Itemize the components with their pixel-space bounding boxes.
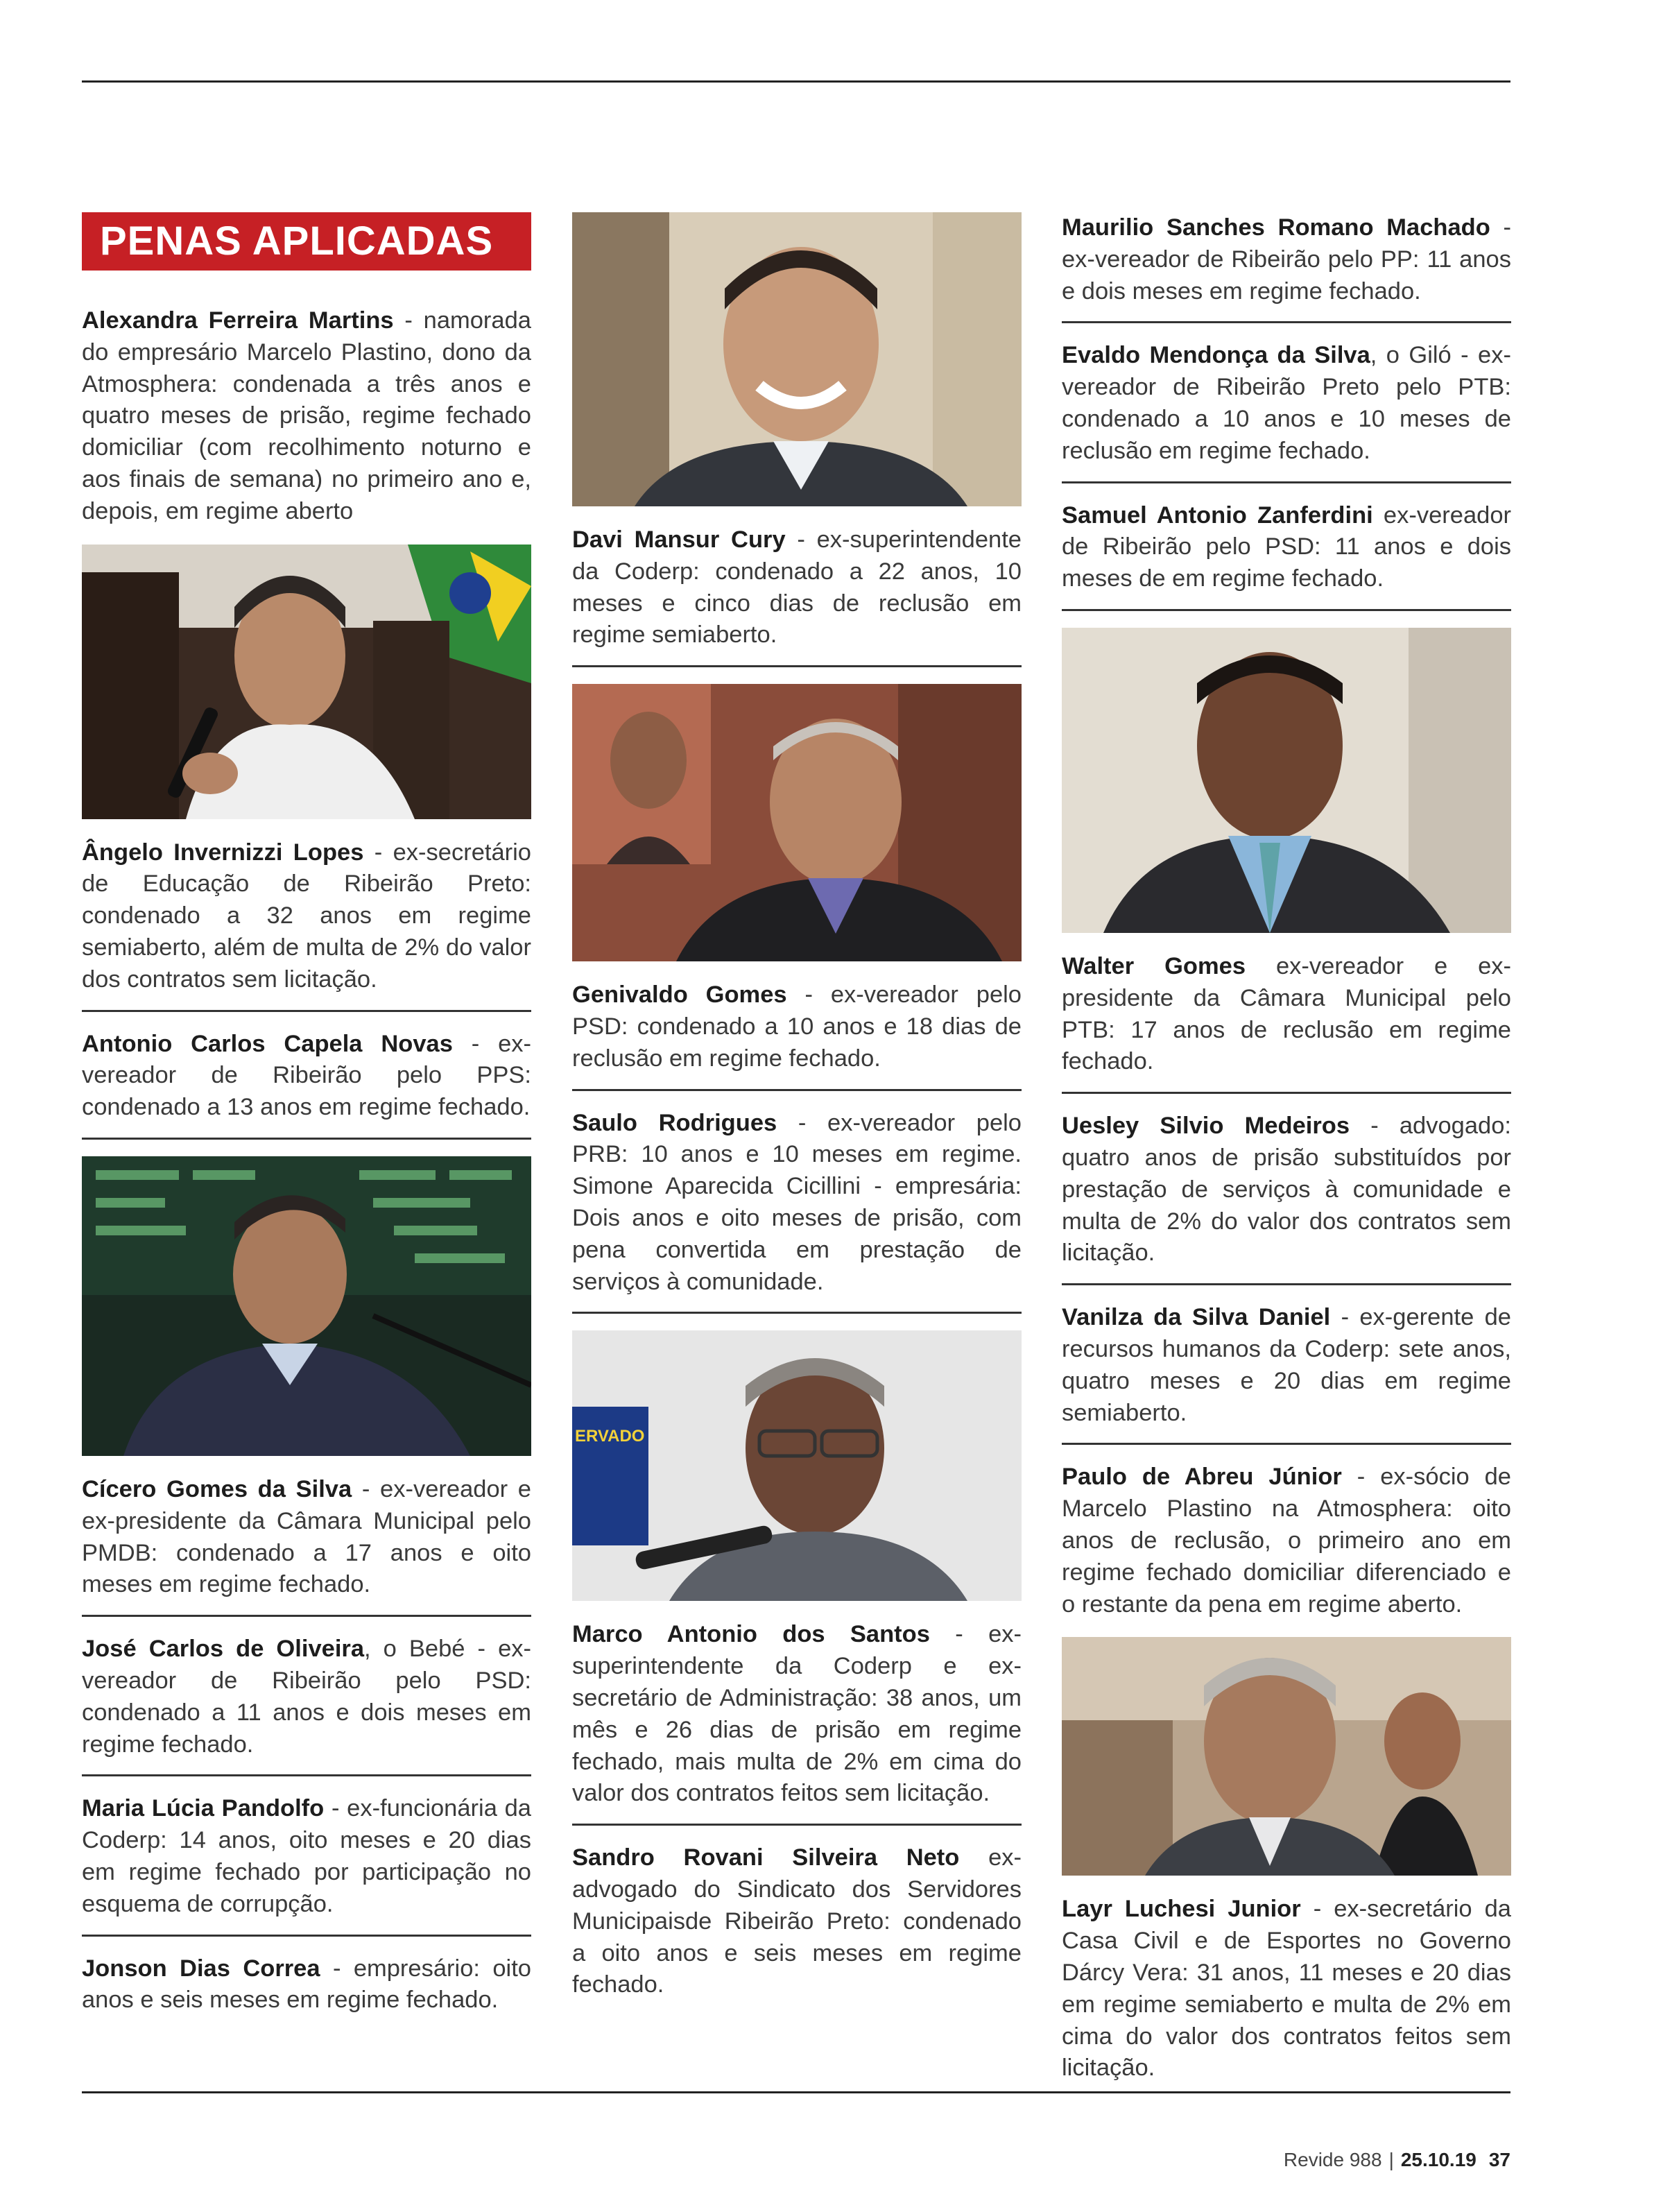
- entry-marco: Marco Antonio dos Santos - ex-superintendente da Coderp e ex-secretário de Administração: 38 anos, um mês e 26 dias de prisão em regime fechado, mais multa de 2% em cima do valor dos contratos feitos sem licitação.: [572, 1619, 1022, 1826]
- entry-layr: Layr Luchesi Junior - ex-secretário da Casa Civil e de Esportes no Governo Dárcy Vera: 31 anos, 11 meses e 20 dias em regime semiaberto e multa de 2% em cima do valor dos contratos feitos sem licitação.: [1062, 1896, 1511, 2082]
- page-number: 37: [1488, 2149, 1510, 2170]
- entry-angelo: Ângelo Invernizzi Lopes - ex-secretário de Educação de Ribeirão Preto: condenado a 32 anos em regime semiaberto, além de multa de 2% do valor dos contratos sem licitação.: [82, 837, 531, 1012]
- entry-saulo: Saulo Rodrigues - ex-vereador pelo PRB: 10 anos e 10 meses em regime. Simone Aparecida Cicillini - empresária: Dois anos e oito meses de prisão, com pena convertida em prestação de serviços à comunidade.: [572, 1108, 1022, 1314]
- entry-genivaldo: Genivaldo Gomes - ex-vereador pelo PSD: condenado a 10 anos e 18 dias de reclusão em regime fechado.: [572, 979, 1022, 1090]
- entry-sandro: Sandro Rovani Silveira Neto ex-advogado do Sindicato dos Servidores Municipaisde Ribeirão Preto: condenado a oito anos e seis meses em regime fechado.: [572, 1844, 1022, 1998]
- photo-davi-cury: [572, 212, 1022, 506]
- bottom-rule: [82, 2091, 1510, 2093]
- entry-samuel: Samuel Antonio Zanferdini ex-vereador de Ribeirão pelo PSD: 11 anos e dois meses de em regime fechado.: [1062, 500, 1511, 611]
- photo-angelo-lopes: [82, 545, 531, 819]
- publication-name: Revide 988: [1283, 2149, 1382, 2170]
- photo-layr-luchesi: [1062, 1637, 1511, 1876]
- column-2: [572, 212, 1022, 2018]
- entry-jonson: Jonson Dias Correa - empresário: oito anos e seis meses em regime fechado.: [82, 1955, 531, 2014]
- entry-davi: Davi Mansur Cury - ex-superintendente da Coderp: condenado a 22 anos, 10 meses e cinco dias de reclusão em regime semiaberto.: [572, 524, 1022, 667]
- entry-evaldo: Evaldo Mendonça da Silva, o Giló - ex-vereador de Ribeirão Preto pelo PTB: condenado a 10 anos e 10 meses de reclusão em regime fechado.: [1062, 340, 1511, 483]
- entry-uesley: Uesley Silvio Medeiros - advogado: quatro anos de prisão substituídos por prestação de serviços à comunidade e multa de 2% do valor dos contratos sem licitação.: [1062, 1111, 1511, 1285]
- entry-jose-carlos: José Carlos de Oliveira, o Bebé - ex-vereador de Ribeirão pelo PSD: condenado a 11 anos e dois meses em regime fechado.: [82, 1634, 531, 1776]
- photo-cicero-silva: [82, 1156, 531, 1456]
- column-3: [1062, 212, 1511, 2101]
- photo-marco-antonio: [572, 1330, 1022, 1601]
- column-1: [82, 212, 531, 2033]
- entry-antonio: Antonio Carlos Capela Novas - ex-vereador de Ribeirão pelo PPS: condenado a 13 anos em regime fechado.: [82, 1029, 531, 1140]
- footer-separator: |: [1388, 2149, 1394, 2170]
- section-title: PENAS APLICADAS: [82, 212, 531, 271]
- issue-date: 25.10.19: [1400, 2149, 1476, 2170]
- entry-maurilio: Maurilio Sanches Romano Machado - ex-vereador de Ribeirão pelo PP: 11 anos e dois meses em regime fechado.: [1062, 212, 1511, 323]
- top-rule: [82, 80, 1510, 83]
- entry-vanilza: Vanilza da Silva Daniel - ex-gerente de recursos humanos da Coderp: sete anos, quatro meses e 20 dias em regime semiaberto.: [1062, 1302, 1511, 1445]
- photo-walter-gomes: [1062, 628, 1511, 933]
- entry-alexandra: Alexandra Ferreira Martins - namorada do empresário Marcelo Plastino, dono da Atmosphera: condenada a três anos e quatro meses de prisão, regime fechado domiciliar (com recolhimento noturno e aos finais de semana) no primeiro ano e, depois, em regime aberto: [82, 307, 531, 524]
- photo-genivaldo-gomes: [572, 684, 1022, 961]
- entry-walter: Walter Gomes ex-vereador e ex-presidente da Câmara Municipal pelo PTB: 17 anos de reclusão em regime fechado.: [1062, 951, 1511, 1094]
- photo-sign-text: ERVADO: [575, 1427, 645, 1446]
- page-footer: [1284, 2149, 1510, 2171]
- entry-cicero: Cícero Gomes da Silva - ex-vereador e ex-presidente da Câmara Municipal pelo PMDB: condenado a 17 anos e oito meses em regime fechado.: [82, 1474, 531, 1617]
- entry-paulo: Paulo de Abreu Júnior - ex-sócio de Marcelo Plastino na Atmosphera: oito anos de reclusão, o primeiro ano em regime fechado domiciliar diferenciado e o restante da pena em regime aberto.: [1062, 1464, 1511, 1618]
- entry-maria-lucia: Maria Lúcia Pandolfo - ex-funcionária da Coderp: 14 anos, oito meses e 20 dias em regime fechado por participação no esquema de corrupção.: [82, 1793, 531, 1936]
